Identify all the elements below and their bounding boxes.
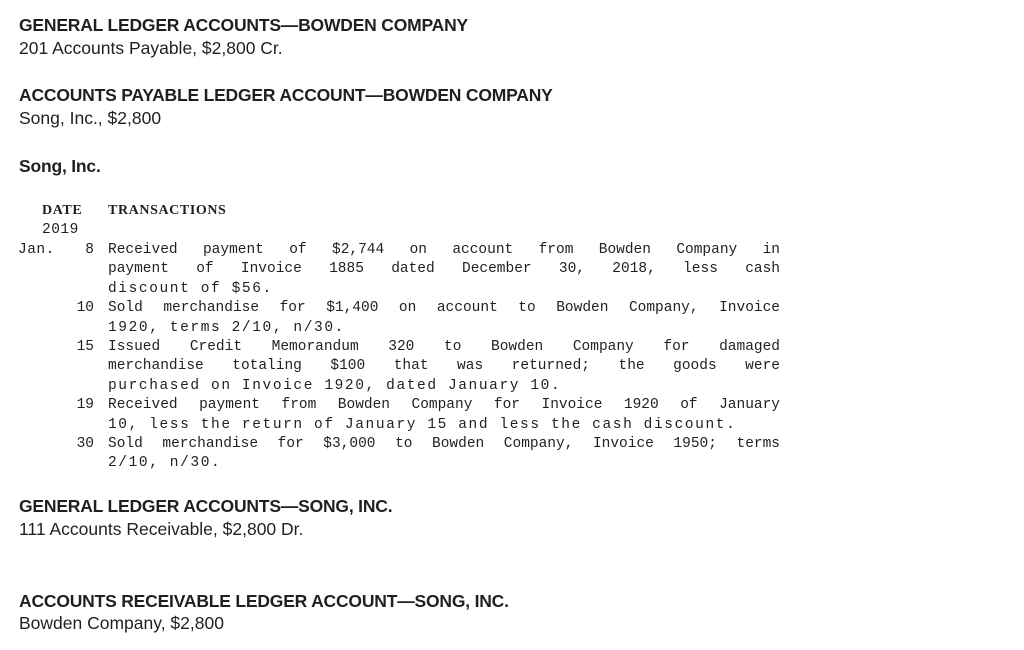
transaction-line: Sold merchandise for $1,400 on account to Bowden Company, Invoice: [108, 300, 780, 317]
section-text: Bowden Company, $2,800: [19, 613, 224, 633]
section-text: 111 Accounts Receivable, $2,800 Dr.: [19, 519, 304, 539]
month: Jan.: [18, 242, 55, 258]
section-heading: ACCOUNTS RECEIVABLE LEDGER ACCOUNT—SONG, INC.: [19, 591, 509, 611]
year: 2019: [42, 222, 79, 238]
transactions-header: TRANSACTIONS: [108, 203, 227, 218]
section-text: 201 Accounts Payable, $2,800 Cr.: [19, 38, 283, 58]
transaction-day: 8: [85, 242, 94, 258]
date-header: DATE: [42, 203, 83, 218]
section-heading: ACCOUNTS PAYABLE LEDGER ACCOUNT—BOWDEN COMPANY: [19, 85, 553, 105]
transaction-day: 30: [76, 436, 94, 452]
transaction-line: 2/10, n/30.: [108, 455, 222, 472]
transaction-line: Received payment from Bowden Company for Invoice 1920 of January: [108, 397, 780, 414]
transaction-line: payment of Invoice 1885 dated December 30, 2018, less cash: [108, 261, 780, 278]
transaction-day: 19: [76, 397, 94, 414]
section-heading: GENERAL LEDGER ACCOUNTS—SONG, INC.: [19, 496, 393, 516]
transaction-day: 10: [76, 300, 94, 317]
section-heading: GENERAL LEDGER ACCOUNTS—BOWDEN COMPANY: [19, 15, 469, 35]
transaction-line: discount of $56.: [108, 280, 273, 297]
transaction-line: Sold merchandise for $3,000 to Bowden Company, Invoice 1950; terms: [108, 436, 780, 452]
transaction-line: purchased on Invoice 1920, dated January 10.: [108, 377, 562, 394]
section-text: Song, Inc., $2,800: [19, 108, 162, 128]
transaction-line: 10, less the return of January 15 and less the cash discount.: [108, 416, 737, 433]
transaction-line: merchandise totaling $100 that was returned; the goods were: [108, 358, 780, 375]
transaction-line: 1920, terms 2/10, n/30.: [108, 319, 345, 336]
customer-heading: Song, Inc.: [19, 156, 101, 176]
transaction-day: 15: [76, 339, 94, 355]
transaction-line: Received payment of $2,744 on account from Bowden Company in: [108, 242, 780, 258]
transaction-line: Issued Credit Memorandum 320 to Bowden Company for damaged: [108, 339, 780, 355]
